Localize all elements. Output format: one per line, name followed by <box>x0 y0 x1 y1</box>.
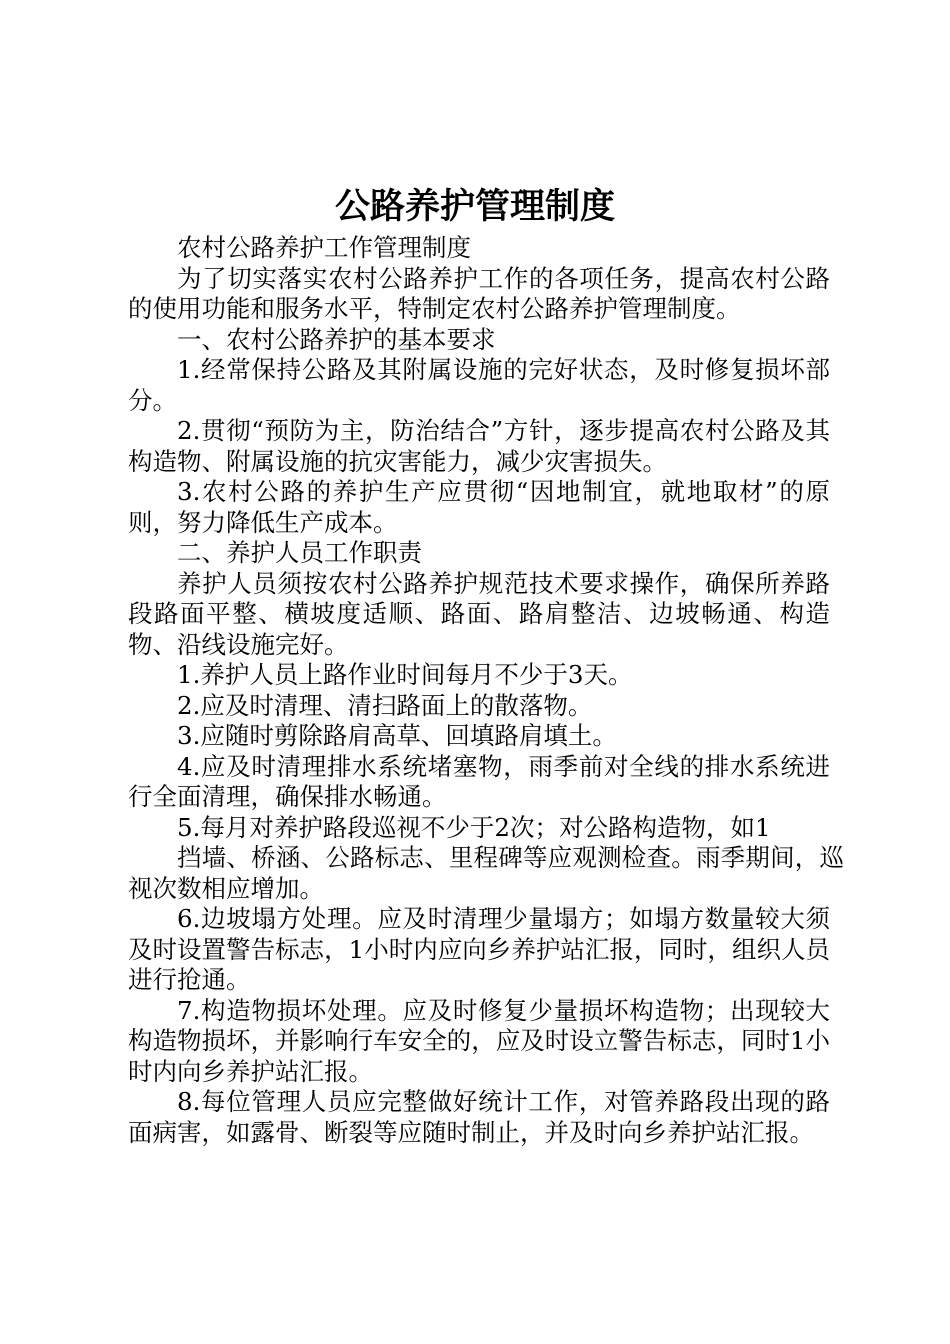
duty-intro-paragraph: 养护人员须按农村公路养护规范技术要求操作，确保所养路段路面平整、横坡度适顺、路面、路肩整洁、边坡畅通、构造物、沿线设施完好。 <box>128 568 830 659</box>
intro-paragraph: 为了切实落实农村公路养护工作的各项任务，提高农村公路的使用功能和服务水平，特制定农村公路养护管理制度。 <box>128 263 830 323</box>
requirement-item-1: 1.经常保持公路及其附属设施的完好状态，及时修复损坏部分。 <box>128 355 830 415</box>
duty-item-6: 6.边坡塌方处理。应及时清理少量塌方；如塌方数量较大须及时设置警告标志，1小时内应向乡养护站汇报，同时，组织人员进行抢通。 <box>128 904 830 994</box>
duty-item-8: 8.每位管理人员应完整做好统计工作，对管养路段出现的路面病害，如露骨、断裂等应随时制止，并及时向乡养护站汇报。 <box>128 1087 830 1147</box>
subtitle-paragraph: 农村公路养护工作管理制度 <box>177 233 471 262</box>
section-heading-1: 一、农村公路养护的基本要求 <box>177 324 496 354</box>
duty-item-3: 3.应随时剪除路肩高草、回填路肩填土。 <box>177 721 617 750</box>
requirement-item-3: 3.农村公路的养护生产应贯彻“因地制宜，就地取材”的原则，努力降低生产成本。 <box>128 477 830 537</box>
duty-item-4: 4.应及时清理排水系统堵塞物，雨季前对全线的排水系统进行全面清理，确保排水畅通。 <box>128 751 830 811</box>
section-heading-2: 二、养护人员工作职责 <box>177 538 422 567</box>
duty-item-2: 2.应及时清理、清扫路面上的散落物。 <box>177 690 593 720</box>
requirement-item-2: 2.贯彻“预防为主，防治结合”方针，逐步提高农村公路及其构造物、附属设施的抗灾害能力，减少灾害损失。 <box>128 416 830 476</box>
document-body <box>128 233 844 1148</box>
duty-item-7: 7.构造物损坏处理。应及时修复少量损坏构造物；出现较大构造物损坏，并影响行车安全的，应及时设立警告标志，同时1小时内向乡养护站汇报。 <box>128 995 830 1086</box>
duty-item-1: 1.养护人员上路作业时间每月不少于3天。 <box>177 660 633 689</box>
document-title: 公路养护管理制度 <box>334 187 615 227</box>
duty-item-5-continued: 挡墙、桥涵、公路标志、里程碑等应观测检查。雨季期间，巡视次数相应增加。 <box>128 843 844 903</box>
duty-item-5: 5.每月对养护路段巡视不少于2次；对公路构造物，如1 <box>177 812 771 842</box>
